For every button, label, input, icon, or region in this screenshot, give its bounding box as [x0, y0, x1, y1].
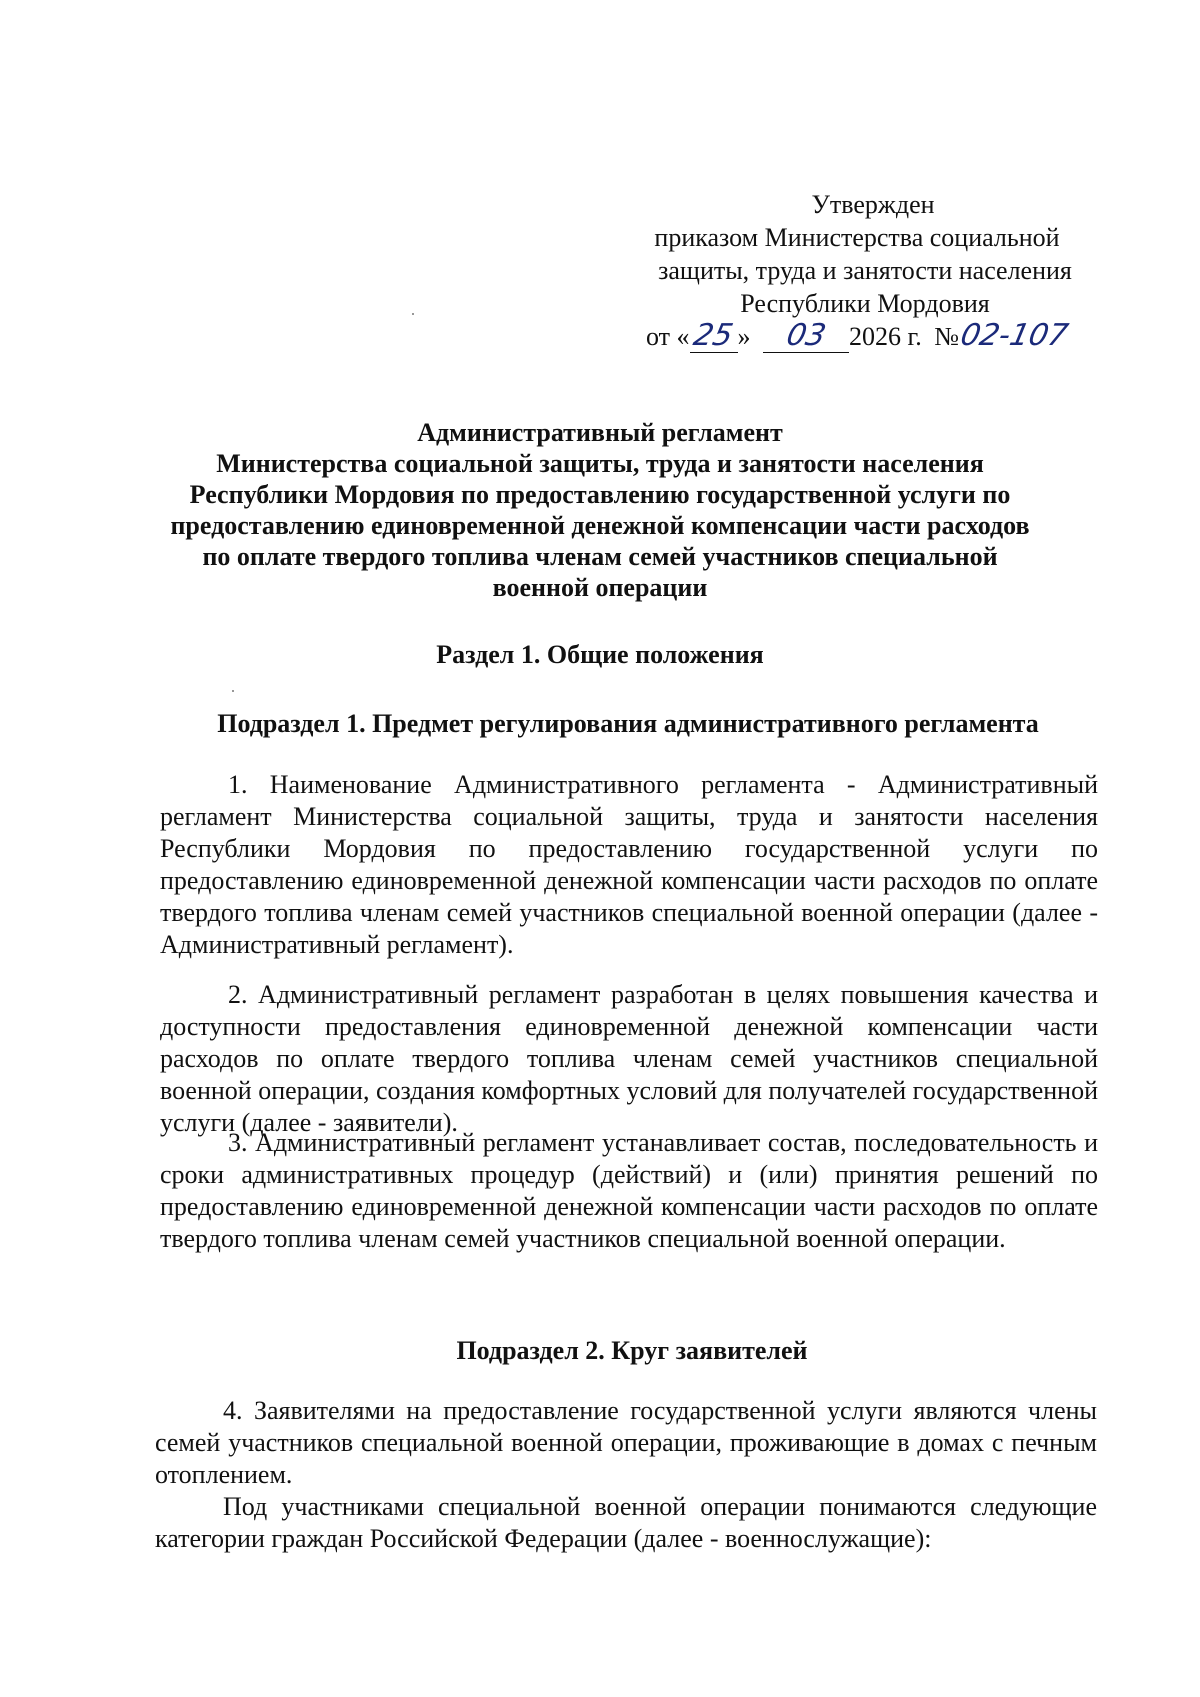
approval-block [630, 188, 1100, 320]
scan-speck [412, 313, 414, 315]
order-day-close: » [737, 322, 751, 351]
order-year: 2026 г. [849, 322, 922, 351]
title-line: Министерства социальной защиты, труда и занятости населения [216, 449, 984, 478]
title-line: Республики Мордовия по предоставлению государственной услуги по [189, 480, 1011, 509]
title-line: по оплате твердого топлива членам семей участников специальной [202, 542, 998, 571]
scan-speck [232, 690, 234, 692]
paragraph-2: 2. Административный регламент разработан в целях повышения качества и доступности предоставления единовременной денежной компенсации части расходов по оплате твердого топлива членам семей участников специальной военной операции, создания комфортных условий для получателей государственной услуги (далее - заявители). [160, 980, 1098, 1137]
approval-line: Республики Мордовия [740, 289, 990, 318]
paragraph-3: 3. Административный регламент устанавливает состав, последовательность и сроки административных процедур (действий) и (или) принятия решений по предоставлению единовременной денежной компенсации части расходов по оплате твердого топлива членам семей участников специальной военной операции. [160, 1128, 1098, 1253]
order-month-field [763, 318, 849, 353]
order-number: 02-107 [957, 318, 1072, 353]
subsection-title: Подраздел 2. Круг заявителей [456, 1336, 808, 1365]
order-day-field [690, 318, 738, 353]
document-title [150, 417, 1050, 603]
order-prefix: от « [646, 322, 690, 351]
subsection-title: Подраздел 1. Предмет регулирования административного регламента [217, 709, 1039, 738]
approval-heading: Утвержден [811, 190, 935, 219]
section-title: Раздел 1. Общие положения [436, 640, 764, 669]
order-day: 25 [690, 318, 737, 353]
title-line: военной операции [492, 573, 708, 602]
order-number-sign: № [934, 322, 960, 351]
approval-line: приказом Министерства социальной [654, 223, 1060, 252]
title-line: предоставлению единовременной денежной компенсации части расходов [170, 511, 1030, 540]
paragraph-5: Под участниками специальной военной операции понимаются следующие категории граждан Российской Федерации (далее - военнослужащие): [155, 1492, 1097, 1553]
order-date-number [646, 318, 1072, 353]
paragraph-4: 4. Заявителями на предоставление государственной услуги являются члены семей участников специальной военной операции, проживающие в домах с печным отоплением. [155, 1396, 1097, 1489]
paragraph-1: 1. Наименование Административного регламента - Административный регламент Министерства социальной защиты, труда и занятости населения Республики Мордовия по предоставлению государственной услуги по предоставлению единовременной денежной компенсации части расходов по оплате твердого топлива членам семей участников специальной военной операции (далее - Административный регламент). [160, 770, 1098, 959]
order-month: 03 [783, 318, 829, 353]
title-line: Административный регламент [417, 418, 783, 447]
approval-line: защиты, труда и занятости населения [658, 256, 1072, 285]
